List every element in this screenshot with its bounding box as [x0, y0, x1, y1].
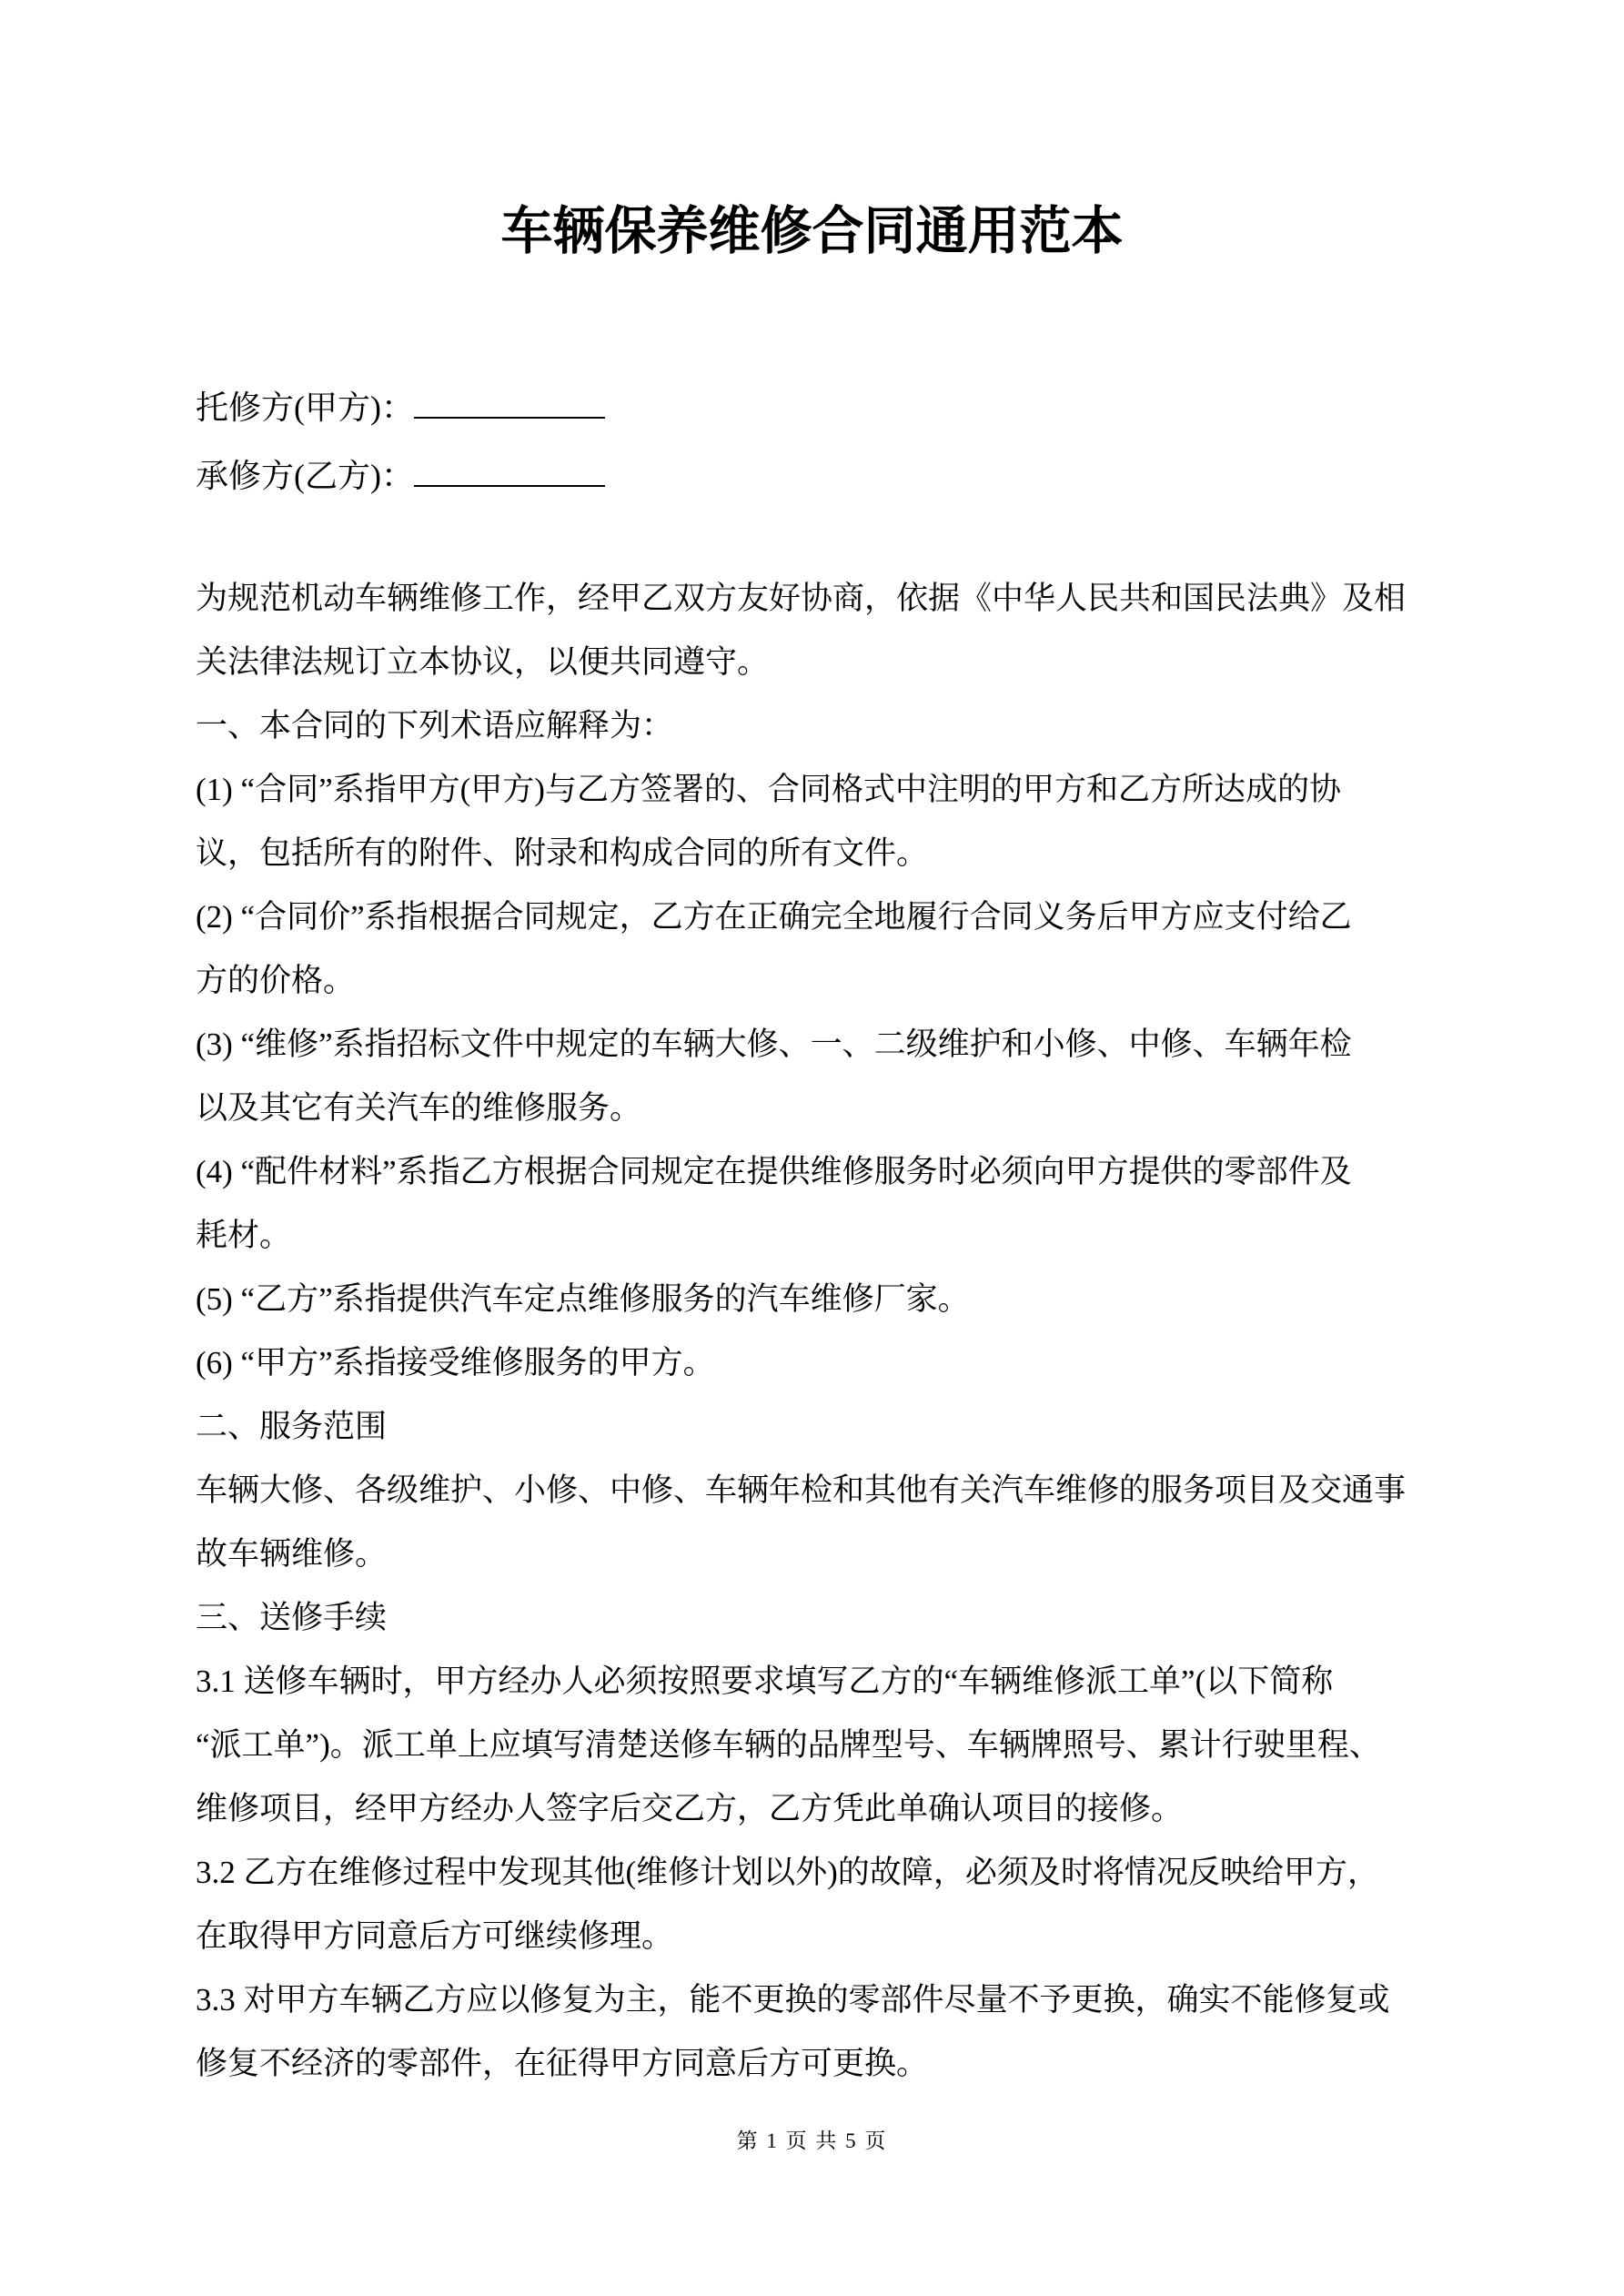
body-line: (5) “乙方”系指提供汽车定点维修服务的汽车维修厂家。 [196, 1281, 970, 1317]
party-label-owner: 托修方(甲方)： [196, 389, 414, 426]
body-line: 修复不经济的零部件，在征得甲方同意后方可更换。 [196, 2046, 929, 2081]
body-line: 为规范机动车辆维修工作，经甲乙双方友好协商，依据《中华人民共和国民法典》及相 [196, 581, 1407, 616]
body-line: 关法律法规订立本协议，以便共同遵守。 [196, 644, 770, 680]
document-title: 车辆保养维修合同通用范本 [500, 203, 1124, 260]
body-line: (6) “甲方”系指接受维修服务的甲方。 [196, 1345, 715, 1381]
body-line: 3.3 对甲方车辆乙方应以修复为主，能不更换的零部件尽量不予更换，确实不能修复或 [196, 1982, 1390, 2018]
page-number-footer: 第 1 页 共 5 页 [736, 2129, 888, 2152]
body-line: 故车辆维修。 [196, 1536, 388, 1572]
body-line: 耗材。 [196, 1218, 292, 1253]
body-line: 三、送修手续 [196, 1600, 388, 1635]
body-line: 二、服务范围 [196, 1409, 388, 1444]
body-line: 3.2 乙方在维修过程中发现其他(维修计划以外)的故障，必须及时将情况反映给甲方， [196, 1855, 1379, 1890]
body-line: 一、本合同的下列术语应解释为： [196, 708, 674, 743]
body-line: (1) “合同”系指甲方(甲方)与乙方签署的、合同格式中注明的甲方和乙方所达成的协 [196, 772, 1341, 807]
body-line: 维修项目，经甲方经办人签字后交乙方，乙方凭此单确认项目的接修。 [196, 1791, 1184, 1826]
party-label-repairer: 承修方(乙方)： [196, 458, 414, 494]
body-line: 方的价格。 [196, 963, 356, 998]
party-row-owner [196, 386, 605, 428]
fill-in-blank-repairer [414, 454, 605, 487]
contract-body [196, 567, 1437, 2096]
party-row-repairer [196, 454, 605, 496]
body-line: (2) “合同价”系指根据合同规定，乙方在正确完全地履行合同义务后甲方应支付给乙 [196, 899, 1352, 935]
body-line: 以及其它有关汽车的维修服务。 [196, 1090, 642, 1126]
body-line: “派工单”)。派工单上应填写清楚送修车辆的品牌型号、车辆牌照号、累计行驶里程、 [196, 1727, 1381, 1763]
body-line: 在取得甲方同意后方可继续修理。 [196, 1918, 674, 1954]
body-line: 车辆大修、各级维护、小修、中修、车辆年检和其他有关汽车维修的服务项目及交通事 [196, 1472, 1407, 1508]
body-line: 议，包括所有的附件、附录和构成合同的所有文件。 [196, 835, 929, 871]
body-line: (3) “维修”系指招标文件中规定的车辆大修、一、二级维护和小修、中修、车辆年检 [196, 1027, 1352, 1062]
body-line: 3.1 送修车辆时，甲方经办人必须按照要求填写乙方的“车辆维修派工单”(以下简称 [196, 1664, 1334, 1699]
fill-in-blank-owner [414, 386, 605, 419]
body-line: (4) “配件材料”系指乙方根据合同规定在提供维修服务时必须向甲方提供的零部件及 [196, 1154, 1352, 1189]
